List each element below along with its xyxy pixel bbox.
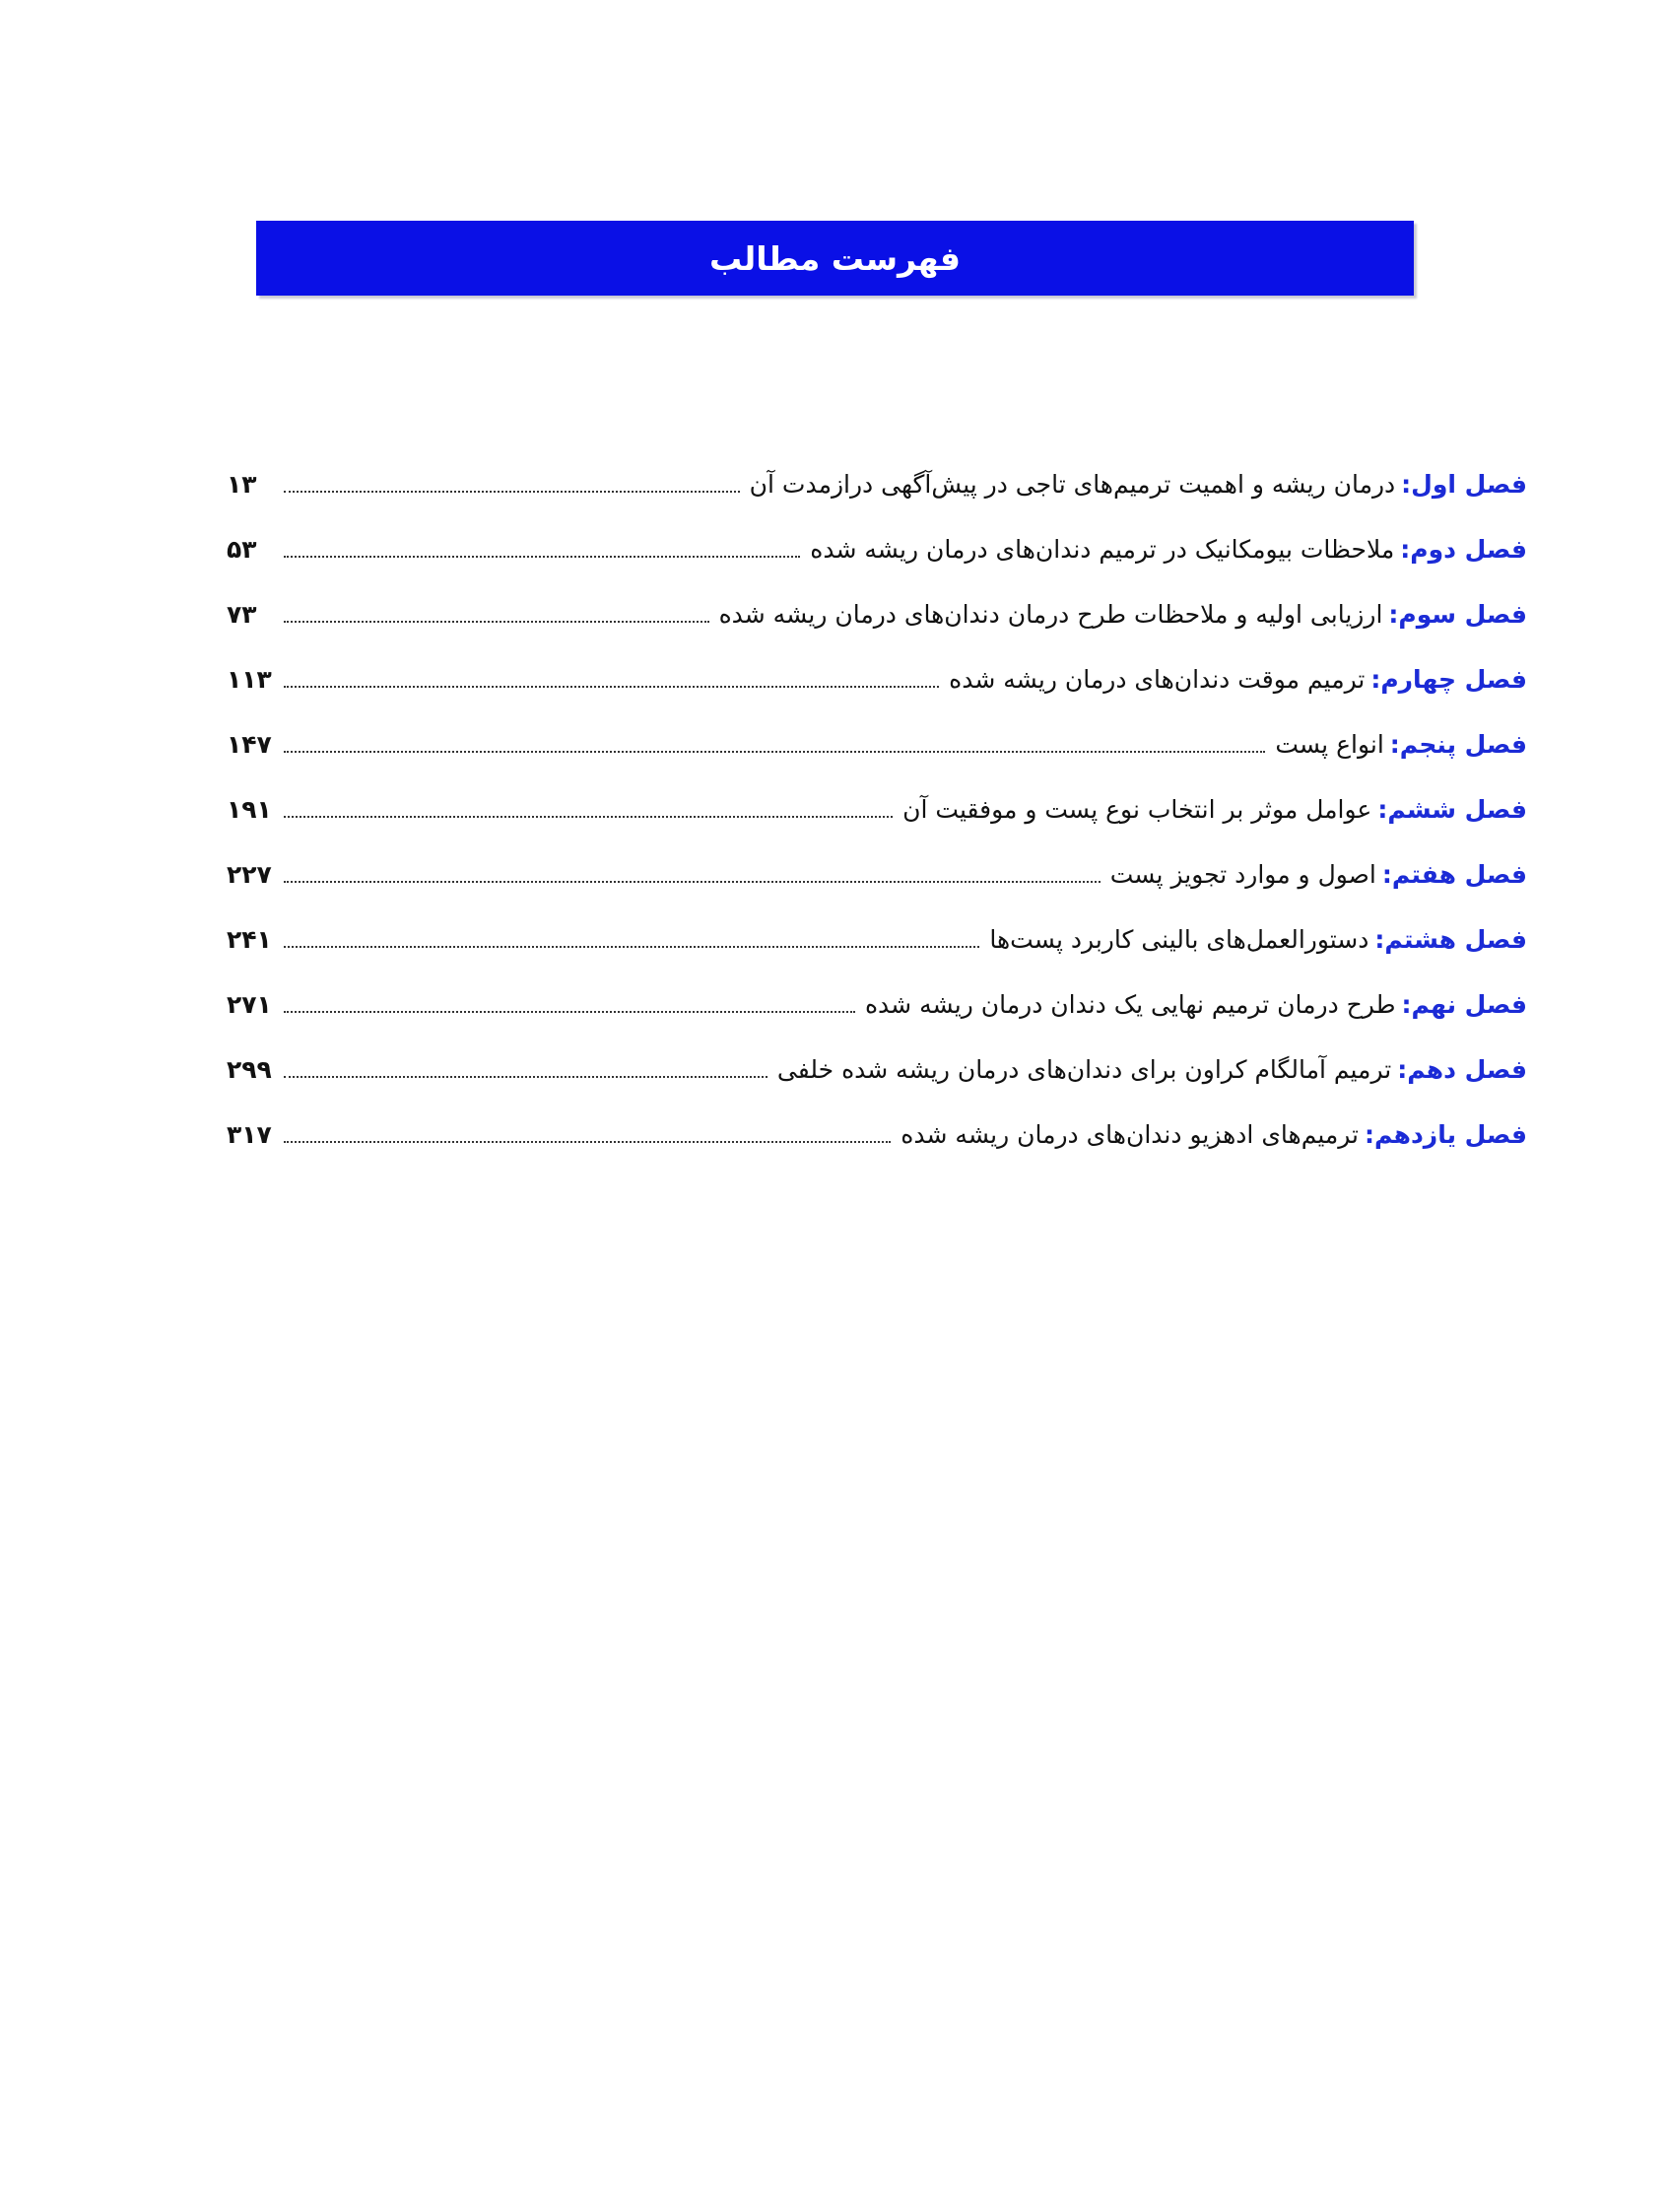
chapter-label: فصل پنجم:	[1389, 729, 1527, 759]
page-number: ۲۴۱	[227, 924, 272, 954]
dot-leader	[284, 946, 979, 948]
chapter-label: فصل دهم:	[1397, 1054, 1527, 1084]
page-title: فهرست مطالب	[708, 238, 962, 278]
chapter-label: فصل نهم:	[1401, 989, 1527, 1019]
chapter-title: انواع پست	[1275, 729, 1384, 759]
dot-leader	[284, 816, 893, 818]
dot-leader	[284, 556, 800, 558]
toc-entry-1[interactable]	[227, 451, 1527, 516]
chapter-label: فصل یازدهم:	[1365, 1119, 1527, 1149]
page-number: ۱۳	[227, 469, 257, 499]
toc-entry-11[interactable]	[227, 1102, 1527, 1167]
toc-entry-8[interactable]	[227, 906, 1527, 972]
chapter-label: فصل هشتم:	[1374, 924, 1527, 954]
chapter-title: ارزیابی اولیه و ملاحظات طرح درمان دندان‌های درمان ریشه شده	[718, 599, 1383, 629]
toc-entry-6[interactable]	[227, 776, 1527, 841]
page-number: ۳۱۷	[227, 1119, 272, 1149]
chapter-title: اصول و موارد تجویز پست	[1109, 859, 1376, 889]
page-number: ۲۲۷	[227, 859, 272, 889]
page-number: ۵۳	[227, 534, 257, 564]
table-of-contents	[227, 451, 1527, 1167]
toc-entry-2[interactable]	[227, 516, 1527, 581]
chapter-title: طرح درمان ترمیم نهایی یک دندان درمان ریشه شده	[864, 989, 1396, 1019]
title-banner	[256, 221, 1414, 296]
toc-entry-3[interactable]	[227, 581, 1527, 646]
dot-leader	[284, 686, 939, 688]
dot-leader	[284, 881, 1101, 883]
dot-leader	[284, 1076, 767, 1078]
page-number: ۱۴۷	[227, 729, 272, 759]
toc-entry-10[interactable]	[227, 1037, 1527, 1102]
toc-entry-4[interactable]	[227, 646, 1527, 711]
page-number: ۷۳	[227, 599, 257, 629]
toc-entry-9[interactable]	[227, 972, 1527, 1037]
chapter-label: فصل دوم:	[1400, 534, 1527, 564]
chapter-title: ملاحظات بیومکانیک در ترمیم دندان‌های درمان ریشه شده	[810, 534, 1395, 564]
chapter-title: ترمیم‌های ادهزیو دندان‌های درمان ریشه شده	[901, 1119, 1360, 1149]
chapter-label: فصل ششم:	[1377, 794, 1527, 824]
dot-leader	[284, 1141, 891, 1143]
dot-leader	[284, 621, 709, 623]
chapter-label: فصل سوم:	[1388, 599, 1527, 629]
toc-entry-7[interactable]	[227, 841, 1527, 906]
toc-entry-5[interactable]	[227, 711, 1527, 776]
chapter-title: ترمیم موقت دندان‌های درمان ریشه شده	[949, 664, 1366, 694]
page-number: ۱۹۱	[227, 794, 272, 824]
chapter-label: فصل اول:	[1401, 469, 1527, 499]
chapter-label: فصل هفتم:	[1381, 859, 1527, 889]
chapter-title: عوامل موثر بر انتخاب نوع پست و موفقیت آن	[902, 794, 1372, 824]
chapter-title: درمان ریشه و اهمیت ترمیم‌های تاجی در پیش‌آگهی درازمدت آن	[749, 469, 1396, 499]
page-number: ۲۹۹	[227, 1054, 272, 1084]
chapter-title: ترمیم آمالگام کراون برای دندان‌های درمان ریشه شده خلفی	[776, 1054, 1392, 1084]
chapter-title: دستورالعمل‌های بالینی کاربرد پست‌ها	[989, 924, 1369, 954]
page-number: ۱۱۳	[227, 664, 272, 694]
dot-leader	[284, 1011, 855, 1013]
chapter-label: فصل چهارم:	[1370, 664, 1527, 694]
dot-leader	[284, 491, 740, 493]
page-number: ۲۷۱	[227, 989, 272, 1019]
dot-leader	[284, 751, 1265, 753]
